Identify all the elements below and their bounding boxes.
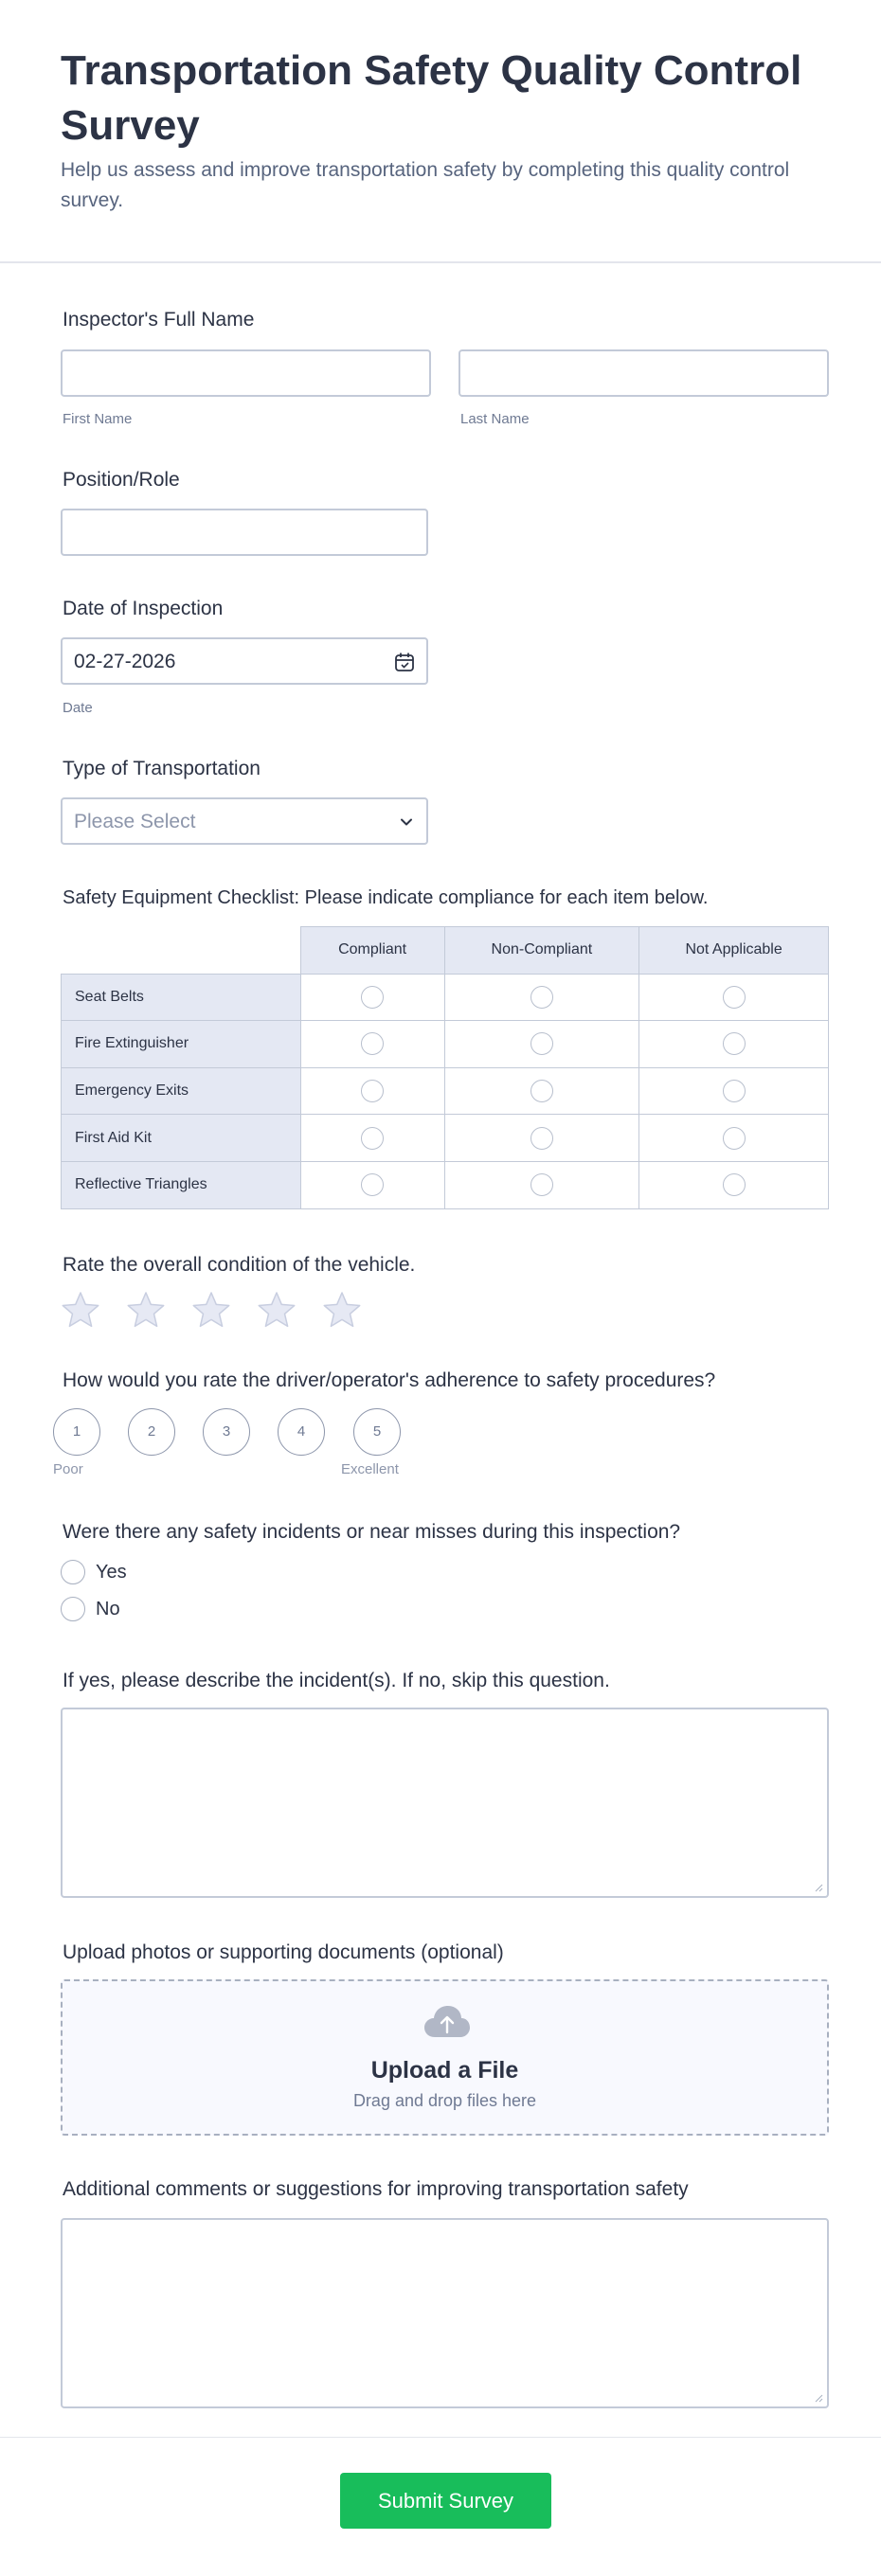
radio-non-compliant[interactable] xyxy=(530,1173,553,1196)
upload-title: Upload a File xyxy=(370,2057,519,2084)
matrix-row-label: Seat Belts xyxy=(62,974,301,1021)
matrix-corner xyxy=(62,927,301,975)
upload-subtitle: Drag and drop files here xyxy=(352,2091,537,2110)
incident-desc-label: If yes, please describe the incident(s). If no, skip this question. xyxy=(63,1670,610,1691)
last-name-input[interactable] xyxy=(458,349,829,397)
scale-high-label: Excellent xyxy=(341,1461,399,1477)
form-title: Transportation Safety Quality Control Survey xyxy=(61,47,802,149)
date-input[interactable] xyxy=(61,637,428,685)
date-sublabel: Date xyxy=(63,700,93,716)
incidents-yes-radio[interactable] xyxy=(61,1560,85,1584)
radio-compliant[interactable] xyxy=(361,1173,384,1196)
date-label: Date of Inspection xyxy=(63,598,224,619)
position-input[interactable] xyxy=(61,509,428,556)
matrix-col-header: Not Applicable xyxy=(639,927,829,975)
date-value: 02-27-2026 xyxy=(74,651,176,672)
star-icon[interactable] xyxy=(191,1290,231,1330)
radio-compliant[interactable] xyxy=(361,1127,384,1150)
footer-divider xyxy=(0,2437,881,2438)
scale-low-label: Poor xyxy=(53,1461,83,1477)
radio-not-applicable[interactable] xyxy=(723,1173,746,1196)
matrix-row-label: Reflective Triangles xyxy=(62,1161,301,1208)
matrix-row-label: Emergency Exits xyxy=(62,1067,301,1115)
radio-compliant[interactable] xyxy=(361,1080,384,1102)
last-name-sublabel: Last Name xyxy=(460,411,530,427)
transport-label: Type of Transportation xyxy=(63,758,261,779)
scale-option-1[interactable]: 1 xyxy=(53,1408,100,1456)
scale-option-5[interactable]: 5 xyxy=(353,1408,401,1456)
vehicle-rating-label: Rate the overall condition of the vehicle. xyxy=(63,1254,416,1276)
checklist-matrix xyxy=(61,926,829,1209)
driver-scale-label: How would you rate the driver/operator's adherence to safety procedures? xyxy=(63,1369,716,1391)
incidents-label: Were there any safety incidents or near misses during this inspection? xyxy=(63,1521,681,1543)
radio-non-compliant[interactable] xyxy=(530,986,553,1009)
radio-non-compliant[interactable] xyxy=(530,1032,553,1055)
matrix-row xyxy=(62,1067,829,1115)
scale-option-3[interactable]: 3 xyxy=(203,1408,250,1456)
star-icon[interactable] xyxy=(322,1290,362,1330)
scale-option-2[interactable]: 2 xyxy=(128,1408,175,1456)
scale-option-4[interactable]: 4 xyxy=(278,1408,325,1456)
incidents-no-radio[interactable] xyxy=(61,1597,85,1621)
radio-non-compliant[interactable] xyxy=(530,1127,553,1150)
cloud-upload-icon xyxy=(423,2004,472,2040)
matrix-row-label: First Aid Kit xyxy=(62,1115,301,1162)
upload-label: Upload photos or supporting documents (optional) xyxy=(63,1941,504,1963)
comments-textarea[interactable] xyxy=(61,2218,829,2408)
radio-compliant[interactable] xyxy=(361,986,384,1009)
resize-grip-icon[interactable] xyxy=(814,1883,823,1892)
calendar-icon[interactable] xyxy=(394,652,415,672)
matrix-col-header: Non-Compliant xyxy=(444,927,639,975)
star-icon[interactable] xyxy=(61,1290,100,1330)
name-label: Inspector's Full Name xyxy=(63,309,255,331)
radio-compliant[interactable] xyxy=(361,1032,384,1055)
form-header xyxy=(0,0,881,263)
form-subtitle: Help us assess and improve transportation safety by completing this quality control survey. xyxy=(61,159,790,211)
matrix-row-label: Fire Extinguisher xyxy=(62,1021,301,1068)
radio-not-applicable[interactable] xyxy=(723,1127,746,1150)
radio-non-compliant[interactable] xyxy=(530,1080,553,1102)
incident-desc-textarea[interactable] xyxy=(61,1708,829,1898)
first-name-input[interactable] xyxy=(61,349,431,397)
incidents-yes-label[interactable]: Yes xyxy=(96,1562,127,1583)
matrix-row xyxy=(62,1021,829,1068)
file-upload-dropzone[interactable] xyxy=(61,1979,829,2136)
chevron-down-icon xyxy=(400,815,413,829)
resize-grip-icon[interactable] xyxy=(814,2393,823,2403)
transport-select[interactable] xyxy=(61,797,428,845)
transport-placeholder: Please Select xyxy=(74,811,196,832)
checklist-label: Safety Equipment Checklist: Please indicate compliance for each item below. xyxy=(63,887,709,908)
matrix-row xyxy=(62,974,829,1021)
position-label: Position/Role xyxy=(63,469,180,491)
radio-not-applicable[interactable] xyxy=(723,986,746,1009)
matrix-col-header: Compliant xyxy=(300,927,444,975)
star-icon[interactable] xyxy=(126,1290,166,1330)
matrix-row xyxy=(62,1115,829,1162)
star-icon[interactable] xyxy=(257,1290,297,1330)
radio-not-applicable[interactable] xyxy=(723,1080,746,1102)
comments-label: Additional comments or suggestions for improving transportation safety xyxy=(63,2178,689,2200)
radio-not-applicable[interactable] xyxy=(723,1032,746,1055)
first-name-sublabel: First Name xyxy=(63,411,133,427)
matrix-row xyxy=(62,1161,829,1208)
submit-button[interactable]: Submit Survey xyxy=(340,2473,551,2529)
incidents-no-label[interactable]: No xyxy=(96,1599,120,1619)
